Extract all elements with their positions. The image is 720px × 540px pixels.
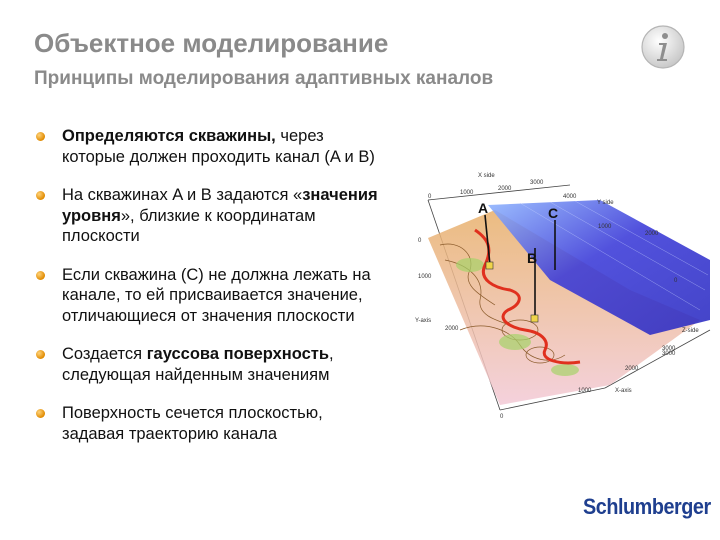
x-side-label: X side	[478, 173, 495, 179]
bullet-item	[36, 126, 386, 167]
bullet-item	[36, 265, 386, 327]
tick-label: 0	[500, 414, 504, 420]
well-a-label: A	[478, 200, 489, 216]
bullet-text: , следующая найденным значениям	[62, 345, 334, 384]
bullet-text: Поверхность сечется плоскостью, задавая траекторию канала	[62, 404, 323, 443]
bullet-bold-text: значения уровня	[62, 186, 378, 225]
bullet-text: », близкие к координатам плоскости	[62, 206, 316, 245]
well-b-label: B	[527, 250, 538, 266]
bullet-bold-text: гауссова поверхность	[146, 345, 330, 363]
z-side-label: Z-side	[682, 328, 699, 334]
tick-label: 3000	[530, 180, 544, 186]
bullet-icon	[36, 191, 45, 200]
x-axis-label: X-axis	[615, 388, 632, 394]
bullet-text: через которые должен проходить канал (A и B)	[62, 127, 375, 166]
tick-label: 1000	[578, 388, 592, 394]
bullet-icon	[36, 132, 45, 141]
tick-label: 1000	[598, 224, 612, 230]
tick-label: 2000	[445, 326, 459, 332]
bullet-icon	[36, 409, 45, 418]
tick-label: 2000	[645, 231, 659, 237]
slide-subtitle: Принципы моделирования адаптивных каналов	[34, 68, 494, 89]
bullet-item	[36, 185, 386, 247]
bullet-bold-text: Определяются скважины,	[62, 127, 276, 145]
tick-label: 2000	[625, 366, 639, 372]
tick-label: 0	[428, 194, 432, 200]
info-icon	[640, 24, 686, 70]
surface-figure	[400, 170, 720, 430]
tick-label: 3000	[662, 346, 676, 352]
bullet-text: На скважинах A и B задаются «	[62, 186, 303, 204]
bullet-item	[36, 344, 386, 385]
bullet-item	[36, 403, 386, 444]
tick-label: 4000	[563, 194, 577, 200]
bullet-list	[36, 126, 386, 462]
tick-label: 1000	[460, 190, 474, 196]
schlumberger-logo: Schlumberger	[583, 494, 711, 519]
bullet-text: Если скважина (C) не должна лежать на канале, то ей присваивается значение, отличающиеся от значения плоскости	[62, 265, 371, 325]
slide-title: Объектное моделирование	[34, 28, 389, 58]
y-side-label: Y side	[597, 200, 614, 206]
bullet-icon	[36, 271, 45, 280]
bullet-text: Создается	[62, 345, 147, 363]
tick-label: 0	[674, 278, 678, 284]
tick-label: 2000	[498, 186, 512, 192]
well-c-label: C	[548, 205, 559, 221]
tick-label: 0	[418, 238, 422, 244]
tick-label: 3000	[662, 351, 676, 357]
tick-label: 1000	[418, 274, 432, 280]
bullet-icon	[36, 350, 45, 359]
y-axis-label: Y-axis	[415, 318, 432, 324]
